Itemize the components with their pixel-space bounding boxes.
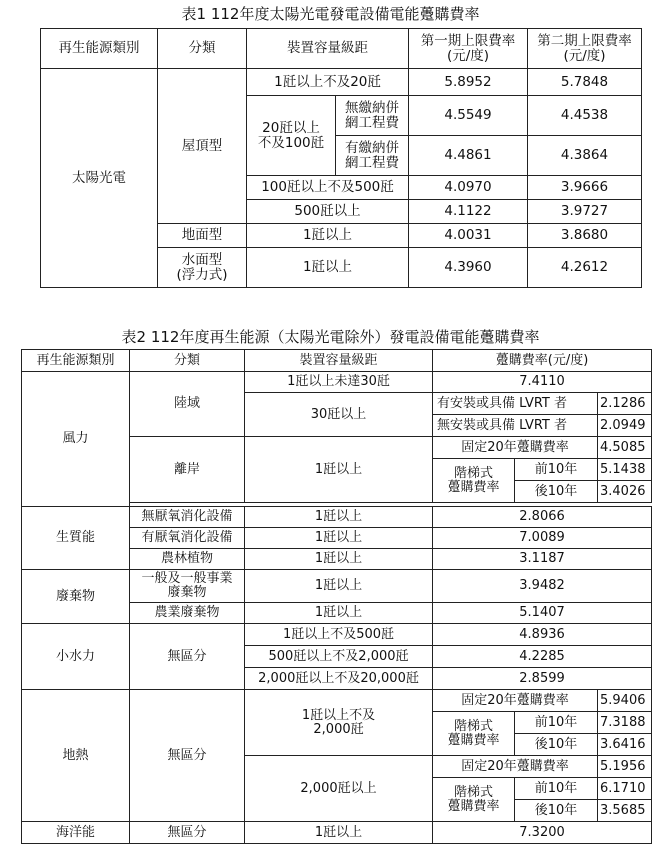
tiered-label: 階梯式 躉購費率	[433, 459, 515, 503]
period1-rate: 4.4861	[409, 136, 528, 176]
wind-category-cell: 風力	[22, 372, 130, 507]
capacity-cell: 2,000瓩以上不及20,000瓩	[245, 668, 433, 690]
capacity-cell: 500瓩以上不及2,000瓩	[245, 646, 433, 668]
period2-rate: 4.3864	[528, 136, 642, 176]
type-cell: 無厭氧消化設備	[130, 507, 245, 528]
table2-title: 表2 112年度再生能源（太陽光電除外）發電設備電能躉購費率	[121, 328, 540, 346]
header-capacity: 裝置容量級距	[247, 29, 409, 69]
rate-cell: 2.8599	[433, 668, 652, 690]
header-type: 分類	[130, 350, 245, 372]
rate-cell: 4.2285	[433, 646, 652, 668]
table-row	[22, 372, 652, 393]
tiered-label: 階梯式 躉購費率	[433, 712, 515, 756]
period2-rate: 5.7848	[528, 69, 642, 96]
type-cell: 農業廢棄物	[130, 603, 245, 624]
capacity-cell: 1瓩以上未達30瓩	[245, 372, 433, 393]
period2-rate: 4.2612	[528, 248, 642, 288]
rate-cell: 4.5085	[598, 437, 652, 459]
rate-cell: 5.9406	[598, 690, 652, 712]
capacity-cell: 1瓩以上不及20瓩	[247, 69, 409, 96]
header-category: 再生能源類別	[22, 350, 130, 372]
onshore-type-cell: 陸域	[130, 372, 245, 437]
period1-rate: 4.3960	[409, 248, 528, 288]
type-cell: 一般及一般事業 廢棄物	[130, 570, 245, 603]
table1-title: 表1 112年度太陽光電發電設備電能躉購費率	[181, 5, 480, 23]
rate-cell: 7.0089	[433, 528, 652, 549]
fixed20-label: 固定20年躉購費率	[433, 437, 598, 459]
period2-rate: 3.8680	[528, 224, 642, 248]
capacity-cell: 1瓩以上	[245, 603, 433, 624]
table2	[21, 349, 652, 844]
last10-label: 後10年	[515, 481, 598, 503]
table-row	[22, 624, 652, 646]
rate-cell: 5.1956	[598, 756, 652, 778]
rate-cell: 3.6416	[598, 734, 652, 756]
table1-header-row	[41, 29, 642, 69]
rate-cell: 3.9482	[433, 570, 652, 603]
capacity-subcell: 無繳納併 網工程費	[336, 96, 409, 136]
mid-capacity-cell: 20瓩以上 不及100瓩	[247, 96, 336, 176]
table-row	[22, 570, 652, 603]
rate-cell: 7.4110	[433, 372, 652, 393]
first10-label: 前10年	[515, 778, 598, 800]
type-cell: 無區分	[130, 822, 245, 844]
rate-cell: 3.1187	[433, 549, 652, 570]
period1-rate: 4.1122	[409, 200, 528, 224]
rate-cell: 5.1438	[598, 459, 652, 481]
period2-rate: 4.4538	[528, 96, 642, 136]
rate-cell: 2.8066	[433, 507, 652, 528]
rate-cell: 3.4026	[598, 481, 652, 503]
solar-category-cell: 太陽光電	[41, 69, 158, 288]
header-type: 分類	[158, 29, 247, 69]
header-capacity: 裝置容量級距	[245, 350, 433, 372]
capacity-cell: 1瓩以上	[245, 528, 433, 549]
geothermal-category-cell: 地熱	[22, 690, 130, 822]
biomass-category-cell: 生質能	[22, 507, 130, 570]
header-period2: 第二期上限費率 (元/度)	[528, 29, 642, 69]
geothermal-type-cell: 無區分	[130, 690, 245, 822]
lvrt-no-label: 無安裝或具備 LVRT 者	[433, 415, 598, 437]
capacity-cell: 30瓩以上	[245, 393, 433, 437]
rate-cell: 2.0949	[598, 415, 652, 437]
ground-type-cell: 地面型	[158, 224, 247, 248]
period2-rate: 3.9727	[528, 200, 642, 224]
type-cell: 農林植物	[130, 549, 245, 570]
floating-type-cell: 水面型 (浮力式)	[158, 248, 247, 288]
rate-cell: 3.5685	[598, 800, 652, 822]
header-category: 再生能源類別	[41, 29, 158, 69]
tiered-label: 階梯式 躉購費率	[433, 778, 515, 822]
table-row	[41, 69, 642, 96]
capacity-cell: 100瓩以上不及500瓩	[247, 176, 409, 200]
rate-cell: 6.1710	[598, 778, 652, 800]
rate-cell: 4.8936	[433, 624, 652, 646]
rate-cell: 7.3200	[433, 822, 652, 844]
capacity-cell: 1瓩以上	[247, 224, 409, 248]
table1	[40, 28, 642, 288]
hydro-category-cell: 小水力	[22, 624, 130, 690]
ocean-category-cell: 海洋能	[22, 822, 130, 844]
fixed20-label: 固定20年躉購費率	[433, 756, 598, 778]
capacity-cell: 1瓩以上	[245, 822, 433, 844]
period2-rate: 3.9666	[528, 176, 642, 200]
offshore-type-cell: 離岸	[130, 437, 245, 503]
first10-label: 前10年	[515, 712, 598, 734]
capacity-cell: 1瓩以上不及500瓩	[245, 624, 433, 646]
header-period1: 第一期上限費率 (元/度)	[409, 29, 528, 69]
table2-header-row	[22, 350, 652, 372]
capacity-subcell: 有繳納併 網工程費	[336, 136, 409, 176]
capacity-cell: 1瓩以上	[245, 570, 433, 603]
type-cell: 有厭氧消化設備	[130, 528, 245, 549]
table-row	[22, 690, 652, 712]
waste-category-cell: 廢棄物	[22, 570, 130, 624]
period1-rate: 4.0031	[409, 224, 528, 248]
capacity-cell: 2,000瓩以上	[245, 756, 433, 822]
lvrt-yes-label: 有安裝或具備 LVRT 者	[433, 393, 598, 415]
capacity-cell: 1瓩以上	[245, 437, 433, 503]
table-row	[22, 822, 652, 844]
last10-label: 後10年	[515, 800, 598, 822]
period1-rate: 5.8952	[409, 69, 528, 96]
header-rate: 躉購費率(元/度)	[433, 350, 652, 372]
period1-rate: 4.5549	[409, 96, 528, 136]
capacity-cell: 500瓩以上	[247, 200, 409, 224]
rate-cell: 2.1286	[598, 393, 652, 415]
capacity-cell: 1瓩以上	[245, 549, 433, 570]
capacity-cell: 1瓩以上	[247, 248, 409, 288]
rate-cell: 7.3188	[598, 712, 652, 734]
last10-label: 後10年	[515, 734, 598, 756]
first10-label: 前10年	[515, 459, 598, 481]
capacity-cell: 1瓩以上	[245, 507, 433, 528]
period1-rate: 4.0970	[409, 176, 528, 200]
hydro-type-cell: 無區分	[130, 624, 245, 690]
rooftop-type-cell: 屋頂型	[158, 69, 247, 224]
rate-cell: 5.1407	[433, 603, 652, 624]
fixed20-label: 固定20年躉購費率	[433, 690, 598, 712]
capacity-cell: 1瓩以上不及 2,000瓩	[245, 690, 433, 756]
table-row	[22, 507, 652, 528]
